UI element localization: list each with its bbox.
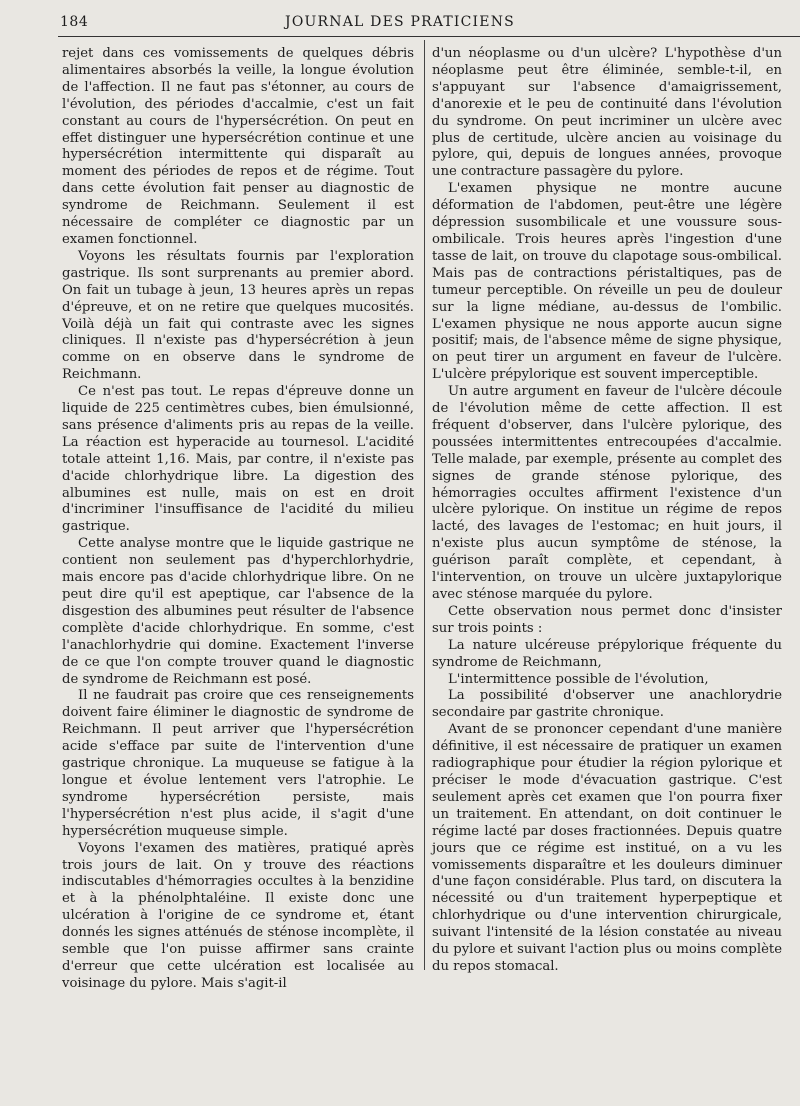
paragraph: d'un néoplasme ou d'un ulcère? L'hypothèse d'un néoplasme peut être éliminée, semble-t-il, en s'appuyant sur l'absence d'amaigrissement, d'anorexie et le peu de continuité dans l'évolution du syndrome. On peut incriminer un ulcère avec plus de certitude, ulcère ancien au voisinage du pylore, qui, depuis de longues années, provoque une contracture passagère du pylore. (432, 46, 782, 180)
list-item: La possibilité d'observer une anachlorydrie secondaire par gastrite chronique. (432, 688, 782, 721)
running-header (0, 0, 800, 38)
paragraph: Il ne faudrait pas croire que ces renseignements doivent faire éliminer le diagnostic de syndrome de Reichmann. Il peut arriver que l'hypersécrétion acide s'efface par suite de l'intervention d'une gastrique chronique. La muqueuse se fatigue à la longue et évolue lentement vers l'atrophie. Le syndrome hypersécrétion persiste, mais l'hypersécrétion n'est plus acide, il s'agit d'une hypersécrétion muqueuse simple. (62, 688, 414, 839)
paragraph: Un autre argument en faveur de l'ulcère découle de l'évolution même de cette affection. Il est fréquent d'observer, dans l'ulcère pylorique, des poussées intermittentes entrecoupées d'accalmie. Telle malade, par exemple, présente au complet des signes de grande sténose pylorique, des hémorragies occultes affirment l'existence d'un ulcère pylorique. On institue un régime de repos lacté, des lavages de l'estomac; en huit jours, il n'existe plus aucun symptôme de sténose, la guérison paraît complète, et cependant, à l'intervention, on trouve un ulcère juxtapylorique avec sténose marquée du pylore. (432, 384, 782, 602)
paragraph: Voyons l'examen des matières, pratiqué après trois jours de lait. On y trouve des réactions indiscutables d'hémorragies occultes à la benzidine et à la phénolphtaléine. Il existe donc une ulcération à l'origine de ce syndrome et, étant donnés les signes atténués de sténose incomplète, il semble que l'on puisse affirmer sans crainte d'erreur que cette ulcération est localisée au voisinage du pylore. Mais s'agit-il (62, 840, 414, 991)
paragraph: Cette analyse montre que le liquide gastrique ne contient non seulement pas d'hyperchlorhydrie, mais encore pas d'acide chlorhydrique libre. On ne peut dire qu'il est apeptique, car l'absence de la disgestion des albumines peut résulter de l'absence complète d'acide chlorhydrique. En somme, c'est l'anachlorhydrie qui domine. Exactement l'inverse de ce que l'on compte trouver quand le diagnostic de syndrome de Reichmann est posé. (62, 536, 414, 687)
paragraph: Voyons les résultats fournis par l'exploration gastrique. Ils sont surprenants au premier abord. On fait un tubage à jeun, 13 heures après un repas d'épreuve, et on ne retire que quelques mucosités. Voilà déjà un fait qui contraste avec les signes cliniques. Il n'existe pas d'hypersécrétion à jeun comme on en observe dans le syndrome de Reichmann. (62, 248, 414, 383)
running-title: JOURNAL DES PRATICIENS (285, 14, 515, 30)
paragraph: Cette observation nous permet donc d'insister sur trois points : (432, 603, 782, 636)
paragraph: L'examen physique ne montre aucune déformation de l'abdomen, peut-être une légère dépression susombilicale et une voussure sous-ombilicale. Trois heures après l'ingestion d'une tasse de lait, on trouve du clapotage sous-ombilical. Mais pas de contractions péristaltiques, pas de tumeur perceptible. On réveille un peu de douleur sur la ligne médiane, au-dessus de l'ombilic. L'examen physique ne nous apporte aucun signe positif; mais, de l'absence même de signe physique, on peut tirer un argument en faveur de l'ulcère. L'ulcère prépylorique est souvent imperceptible. (432, 181, 782, 383)
list-item: L'intermittence possible de l'évolution, (448, 671, 709, 687)
header-rule (58, 36, 800, 37)
column-divider (424, 40, 425, 970)
paragraph: Avant de se prononcer cependant d'une manière définitive, il est nécessaire de pratiquer un examen radiographique pour étudier la région pylorique et préciser le mode d'évacuation gastrique. C'est seulement après cet examen que l'on pourra fixer un traitement. En attendant, on doit continuer le régime lacté par doses fractionnées. Depuis quatre jours que ce régime est institué, on a vu les vomissements disparaître et les douleurs diminuer d'une façon considérable. Plus tard, on discutera la nécessité ou d'un traitement hyperpeptique et chlorhydrique ou d'une intervention chirurgicale, suivant l'intensité de la lésion constatée au niveau du pylore et suivant l'action plus ou moins complète du repos stomacal. (432, 722, 782, 974)
page-number: 184 (60, 14, 89, 30)
left-column (62, 46, 414, 993)
right-column (432, 46, 782, 976)
paragraph: Ce n'est pas tout. Le repas d'épreuve donne un liquide de 225 centimètres cubes, bien émulsionné, sans présence d'aliments pris au repas de la veille. La réaction est hyperacide au tournesol. L'acidité totale atteint 1,16. Mais, par contre, il n'existe pas d'acide chlorhydrique libre. La digestion des albumines est nulle, mais on est en droit d'incriminer l'insuffisance de l'acidité du milieu gastrique. (62, 384, 414, 535)
paragraph: rejet dans ces vomissements de quelques débris alimentaires absorbés la veille, la longue évolution de l'affection. Il ne faut pas s'étonner, au cours de l'évolution, des périodes d'accalmie, c'est un fait constant au cours de l'hypersécrétion. On peut en effet distinguer une hypersécrétion continue et une hypersécrétion intermittente qui disparaît au moment des périodes de repos et de régime. Tout dans cette évolution fait penser au diagnostic de syndrome de Reichmann. Seulement il est nécessaire de compléter ce diagnostic par un examen fonctionnel. (62, 46, 414, 247)
list-item: La nature ulcéreuse prépylorique fréquente du syndrome de Reichmann, (432, 637, 782, 670)
